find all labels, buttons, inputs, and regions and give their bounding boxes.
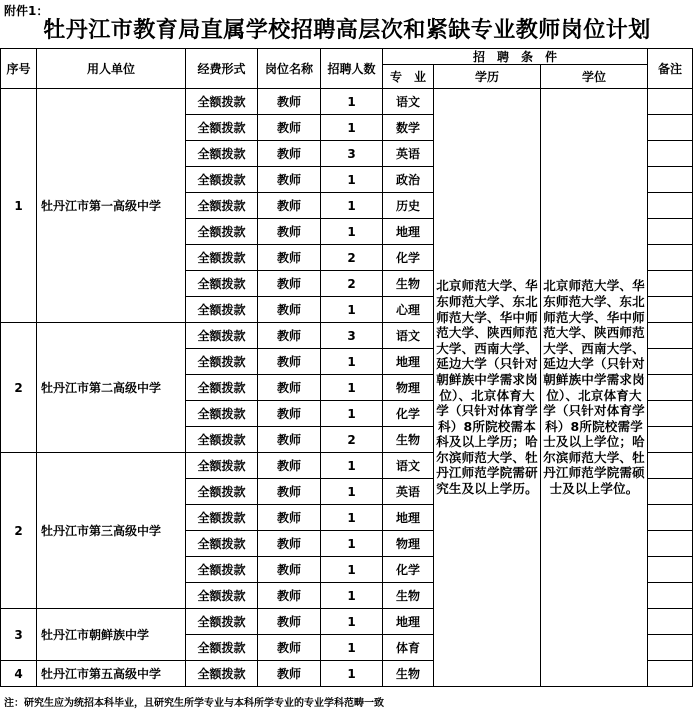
- major-cell: 语文: [383, 453, 434, 479]
- remarks-cell: [648, 245, 693, 271]
- position-cell: 教师: [258, 531, 321, 557]
- header-funding: 经费形式: [186, 49, 258, 89]
- position-cell: 教师: [258, 479, 321, 505]
- position-cell: 教师: [258, 635, 321, 661]
- position-cell: 教师: [258, 297, 321, 323]
- count-cell: 1: [321, 219, 383, 245]
- count-cell: 3: [321, 323, 383, 349]
- major-cell: 心理: [383, 297, 434, 323]
- unit-cell: 牡丹江市第三高级中学: [37, 453, 186, 609]
- position-cell: 教师: [258, 271, 321, 297]
- position-cell: 教师: [258, 115, 321, 141]
- count-cell: 1: [321, 635, 383, 661]
- unit-cell: 牡丹江市第五高级中学: [37, 661, 186, 687]
- major-cell: 地理: [383, 609, 434, 635]
- major-cell: 地理: [383, 219, 434, 245]
- position-cell: 教师: [258, 245, 321, 271]
- major-cell: 生物: [383, 661, 434, 687]
- remarks-cell: [648, 479, 693, 505]
- funding-cell: 全额拨款: [186, 401, 258, 427]
- major-cell: 地理: [383, 505, 434, 531]
- remarks-cell: [648, 453, 693, 479]
- count-cell: 2: [321, 245, 383, 271]
- header-major: 专 业: [383, 65, 434, 89]
- position-cell: 教师: [258, 505, 321, 531]
- funding-cell: 全额拨款: [186, 661, 258, 687]
- count-cell: 1: [321, 531, 383, 557]
- position-cell: 教师: [258, 401, 321, 427]
- remarks-cell: [648, 661, 693, 687]
- position-cell: 教师: [258, 323, 321, 349]
- education-requirement: 北京师范大学、华东师范大学、东北师范大学、华中师范大学、陕西师范大学、西南大学、延边大学（只针对朝鲜族中学需求岗位）、北京体育大学（只针对体育学科）8所院校需本科及以上学历；哈尔滨师范大学、牡丹江师范学院需研究生及以上学历。: [434, 89, 541, 687]
- unit-cell: 牡丹江市朝鲜族中学: [37, 609, 186, 661]
- position-cell: 教师: [258, 583, 321, 609]
- major-cell: 化学: [383, 557, 434, 583]
- major-cell: 物理: [383, 531, 434, 557]
- position-cell: 教师: [258, 375, 321, 401]
- count-cell: 1: [321, 89, 383, 115]
- funding-cell: 全额拨款: [186, 479, 258, 505]
- funding-cell: 全额拨款: [186, 557, 258, 583]
- header-conditions: 招 聘 条 件: [383, 49, 648, 65]
- position-cell: 教师: [258, 609, 321, 635]
- major-cell: 英语: [383, 141, 434, 167]
- count-cell: 1: [321, 557, 383, 583]
- remarks-cell: [648, 271, 693, 297]
- seq-cell: 2: [1, 453, 37, 609]
- funding-cell: 全额拨款: [186, 271, 258, 297]
- remarks-cell: [648, 375, 693, 401]
- header-seq: 序号: [1, 49, 37, 89]
- remarks-cell: [648, 505, 693, 531]
- count-cell: 3: [321, 141, 383, 167]
- table-row: [1, 89, 693, 115]
- header-position: 岗位名称: [258, 49, 321, 89]
- position-cell: 教师: [258, 141, 321, 167]
- funding-cell: 全额拨款: [186, 583, 258, 609]
- funding-cell: 全额拨款: [186, 193, 258, 219]
- remarks-cell: [648, 323, 693, 349]
- funding-cell: 全额拨款: [186, 115, 258, 141]
- funding-cell: 全额拨款: [186, 375, 258, 401]
- remarks-cell: [648, 167, 693, 193]
- position-cell: 教师: [258, 427, 321, 453]
- major-cell: 化学: [383, 245, 434, 271]
- funding-cell: 全额拨款: [186, 245, 258, 271]
- funding-cell: 全额拨款: [186, 167, 258, 193]
- major-cell: 化学: [383, 401, 434, 427]
- count-cell: 1: [321, 609, 383, 635]
- funding-cell: 全额拨款: [186, 349, 258, 375]
- major-cell: 政治: [383, 167, 434, 193]
- major-cell: 生物: [383, 583, 434, 609]
- major-cell: 物理: [383, 375, 434, 401]
- attachment-label: 附件1：: [4, 4, 49, 18]
- header-unit: 用人单位: [37, 49, 186, 89]
- seq-cell: 3: [1, 609, 37, 661]
- count-cell: 1: [321, 453, 383, 479]
- funding-cell: 全额拨款: [186, 453, 258, 479]
- count-cell: 1: [321, 375, 383, 401]
- header-count: 招聘人数: [321, 49, 383, 89]
- major-cell: 语文: [383, 323, 434, 349]
- remarks-cell: [648, 583, 693, 609]
- funding-cell: 全额拨款: [186, 323, 258, 349]
- funding-cell: 全额拨款: [186, 427, 258, 453]
- position-cell: 教师: [258, 89, 321, 115]
- count-cell: 1: [321, 115, 383, 141]
- unit-cell: 牡丹江市第二高级中学: [37, 323, 186, 453]
- seq-cell: 1: [1, 89, 37, 323]
- position-cell: 教师: [258, 349, 321, 375]
- major-cell: 历史: [383, 193, 434, 219]
- seq-cell: 2: [1, 323, 37, 453]
- remarks-cell: [648, 635, 693, 661]
- count-cell: 1: [321, 167, 383, 193]
- unit-cell: 牡丹江市第一高级中学: [37, 89, 186, 323]
- recruitment-table: [0, 48, 693, 687]
- count-cell: 1: [321, 401, 383, 427]
- remarks-cell: [648, 349, 693, 375]
- count-cell: 2: [321, 427, 383, 453]
- position-cell: 教师: [258, 167, 321, 193]
- major-cell: 地理: [383, 349, 434, 375]
- footnote: 注：研究生应为统招本科毕业，且研究生所学专业与本科所学专业的专业学科范畴一致: [4, 698, 384, 709]
- count-cell: 2: [321, 271, 383, 297]
- funding-cell: 全额拨款: [186, 219, 258, 245]
- header-degree: 学位: [541, 65, 648, 89]
- degree-requirement: 北京师范大学、华东师范大学、东北师范大学、华中师范大学、陕西师范大学、西南大学、延边大学（只针对朝鲜族中学需求岗位）、北京体育大学（只针对体育学科）8所院校需学士及以上学位；哈尔滨师范大学、牡丹江师范学院需硕士及以上学位。: [541, 89, 648, 687]
- remarks-cell: [648, 219, 693, 245]
- remarks-cell: [648, 531, 693, 557]
- remarks-cell: [648, 115, 693, 141]
- count-cell: 1: [321, 297, 383, 323]
- count-cell: 1: [321, 479, 383, 505]
- count-cell: 1: [321, 349, 383, 375]
- position-cell: 教师: [258, 557, 321, 583]
- remarks-cell: [648, 557, 693, 583]
- seq-cell: 4: [1, 661, 37, 687]
- header-education: 学历: [434, 65, 541, 89]
- position-cell: 教师: [258, 193, 321, 219]
- remarks-cell: [648, 141, 693, 167]
- count-cell: 1: [321, 661, 383, 687]
- count-cell: 1: [321, 193, 383, 219]
- funding-cell: 全额拨款: [186, 531, 258, 557]
- count-cell: 1: [321, 583, 383, 609]
- funding-cell: 全额拨款: [186, 505, 258, 531]
- major-cell: 数学: [383, 115, 434, 141]
- major-cell: 英语: [383, 479, 434, 505]
- remarks-cell: [648, 427, 693, 453]
- header-remarks: 备注: [648, 49, 693, 89]
- major-cell: 生物: [383, 271, 434, 297]
- remarks-cell: [648, 401, 693, 427]
- remarks-cell: [648, 609, 693, 635]
- funding-cell: 全额拨款: [186, 635, 258, 661]
- remarks-cell: [648, 193, 693, 219]
- position-cell: 教师: [258, 453, 321, 479]
- funding-cell: 全额拨款: [186, 141, 258, 167]
- remarks-cell: [648, 297, 693, 323]
- remarks-cell: [648, 89, 693, 115]
- funding-cell: 全额拨款: [186, 89, 258, 115]
- major-cell: 体育: [383, 635, 434, 661]
- funding-cell: 全额拨款: [186, 609, 258, 635]
- major-cell: 语文: [383, 89, 434, 115]
- funding-cell: 全额拨款: [186, 297, 258, 323]
- major-cell: 生物: [383, 427, 434, 453]
- count-cell: 1: [321, 505, 383, 531]
- position-cell: 教师: [258, 661, 321, 687]
- page-title: 牡丹江市教育局直属学校招聘高层次和紧缺专业教师岗位计划: [43, 18, 651, 43]
- position-cell: 教师: [258, 219, 321, 245]
